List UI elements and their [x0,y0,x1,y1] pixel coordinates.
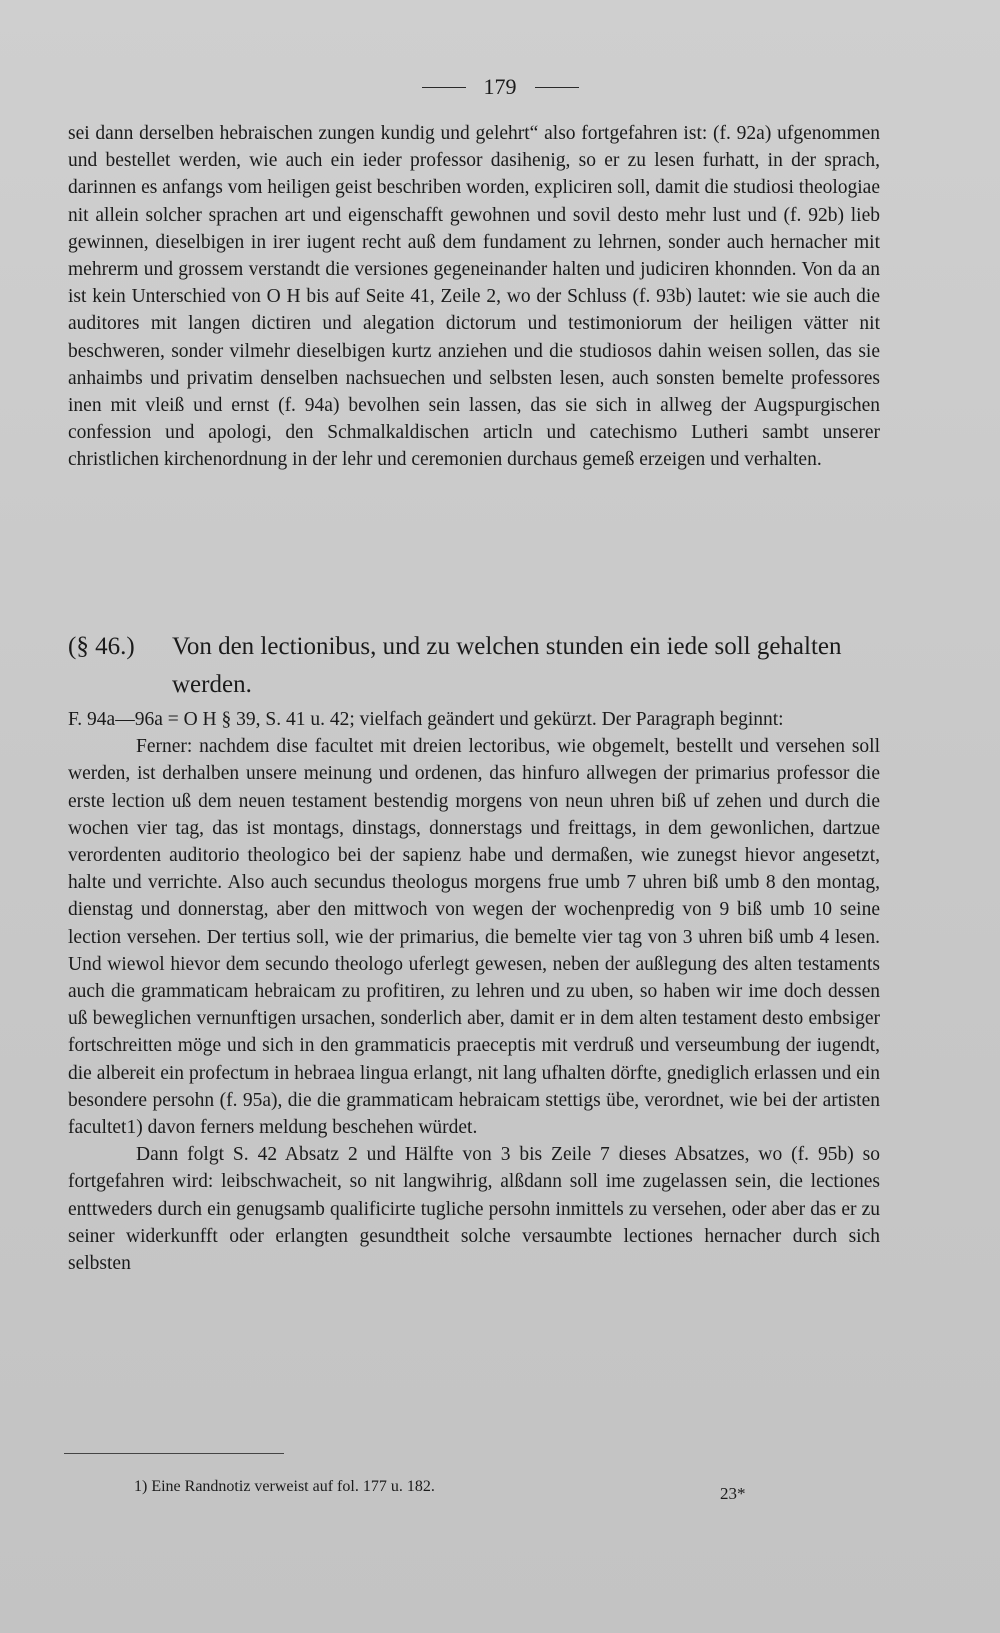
body-text-bottom [68,706,880,1277]
source-note: F. 94a—96a = O H § 39, S. 41 u. 42; vielfach geändert und gekürzt. Der Paragraph beginnt: [68,709,784,730]
paragraph: sei dann derselben hebraischen zungen kundig und gelehrt“ also fortgefahren ist: (f. 92a) ufgenommen und bestellet werden, wie auch ein ieder professor dasihenig, so er zu lesen furhatt, in der sprach, darinnen es anfangs vom heiligen geist beschriben worden, expliciren soll, damit die studiosi theologiae nit allein solcher sprachen art und eigenschafft gewohnen und sovil desto mehr lust und (f. 92b) lieb gewinnen, dieselbigen in irer iugent recht auß dem fundament zu lehrnen, sonder auch hernacher mit mehrerm und grossem verstandt die versiones gegeneinander halten und judiciren khonnden. Von da an ist kein Unterschied von O H bis auf Seite 41, Zeile 2, wo der Schluss (f. 93b) lautet: wie sie auch die auditores mit langen dictiren und alegation dictorum und testimoniorum der heiligen vätter nit beschweren, sonder vilmehr dieselbigen kurtz anziehen und die studiosos dahin weisen sollen, das sie anhaimbs und privatim denselben nachsuechen und selbsten lesen, auch sonsten bemelte professores inen mit vleiß und ernst (f. 94a) bevolhen sein lassen, das sie sich in allweg der Augspurgischen confession und apologi, den Schmalkaldischen articln und catechismo Lutheri sambt unserer christlichen kirchenordnung in der lehr und ceremonien durchaus gemeß erzeigen und verhalten. [68,123,880,471]
section-heading [68,628,880,704]
footnote-rule [64,1453,284,1454]
signature-mark: 23* [720,1484,746,1503]
paragraph: Ferner: nachdem dise facultet mit dreien lectoribus, wie obgemelt, bestellt und versehen soll werden, ist derhalben unsere meinung und ordenen, das hinfuro allwegen der primarius professor die erste lection uß dem neuen testament bestendig morgens von neun uhren biß uf zehen und durch die wochen vier tag, das ist montags, dinstags, donnerstags und freittags, in dem gewonlichen, dartzue verordenten auditorio theologico bei der sapienz habe und dermaßen, wie zunegst hievor angesetzt, halte und verrichte. Also auch secundus theologus morgens frue umb 7 uhren biß umb 8 den montag, dienstag und donnerstag, aber den mittwoch von wegen der wochenpredig von 9 biß umb 10 seine lection versehen. Der tertius soll, wie der primarius, die bemelte vier tag von 3 uhren biß umb 4 lesen. Und wiewol hievor dem secundo theologo uferlegt gewesen, neben der außlegung des alten testaments auch die grammaticam hebraicam zu profitiren, zu lehren und zu uben, so haben wir ime doch dessen uß beweglichen vernunftigen ursachen, sonderlich aber, damit er in dem alten testament desto embsiger fortschreitten möge und sich in den grammaticis praeceptis mit verdruß und verseumbung der iugendt, die albereit ein profectum in hebraea lingua erlangt, nit lang ufhalten dörfte, gnediglich erlassen und ein besondere persohn (f. 95a), die die grammaticam hebraicam stettigs übe, verordnet, wie bei der artisten facultet1) davon ferners meldung beschehen würdet. [68,736,880,1139]
page-number: 179 [483,74,517,99]
header-dash-left [422,87,466,88]
page-header [0,74,1000,100]
section-title: Von den lectionibus, und zu welchen stunden ein iede soll gehalten werden. [172,633,842,698]
body-text-top [68,120,880,474]
paragraph: Dann folgt S. 42 Absatz 2 und Hälfte von 3 bis Zeile 7 dieses Absatzes, wo (f. 95b) so fortgefahren wird: leibschwacheit, so nit langwihrig, alßdann soll ime zugelassen sein, die lectiones enttweders durch ein genugsamb qualificirte tugliche persohn inmittels zu versehen, oder aber das er zu seiner widerkunfft oder erlangten gesundtheit solche versaumbte lectiones hernacher durch sich selbsten [68,1144,880,1275]
section-number: (§ 46.) [68,633,135,660]
header-dash-right [535,87,579,88]
footnote: 1) Eine Randnotiz verweist auf fol. 177 u. 182. [134,1478,435,1495]
